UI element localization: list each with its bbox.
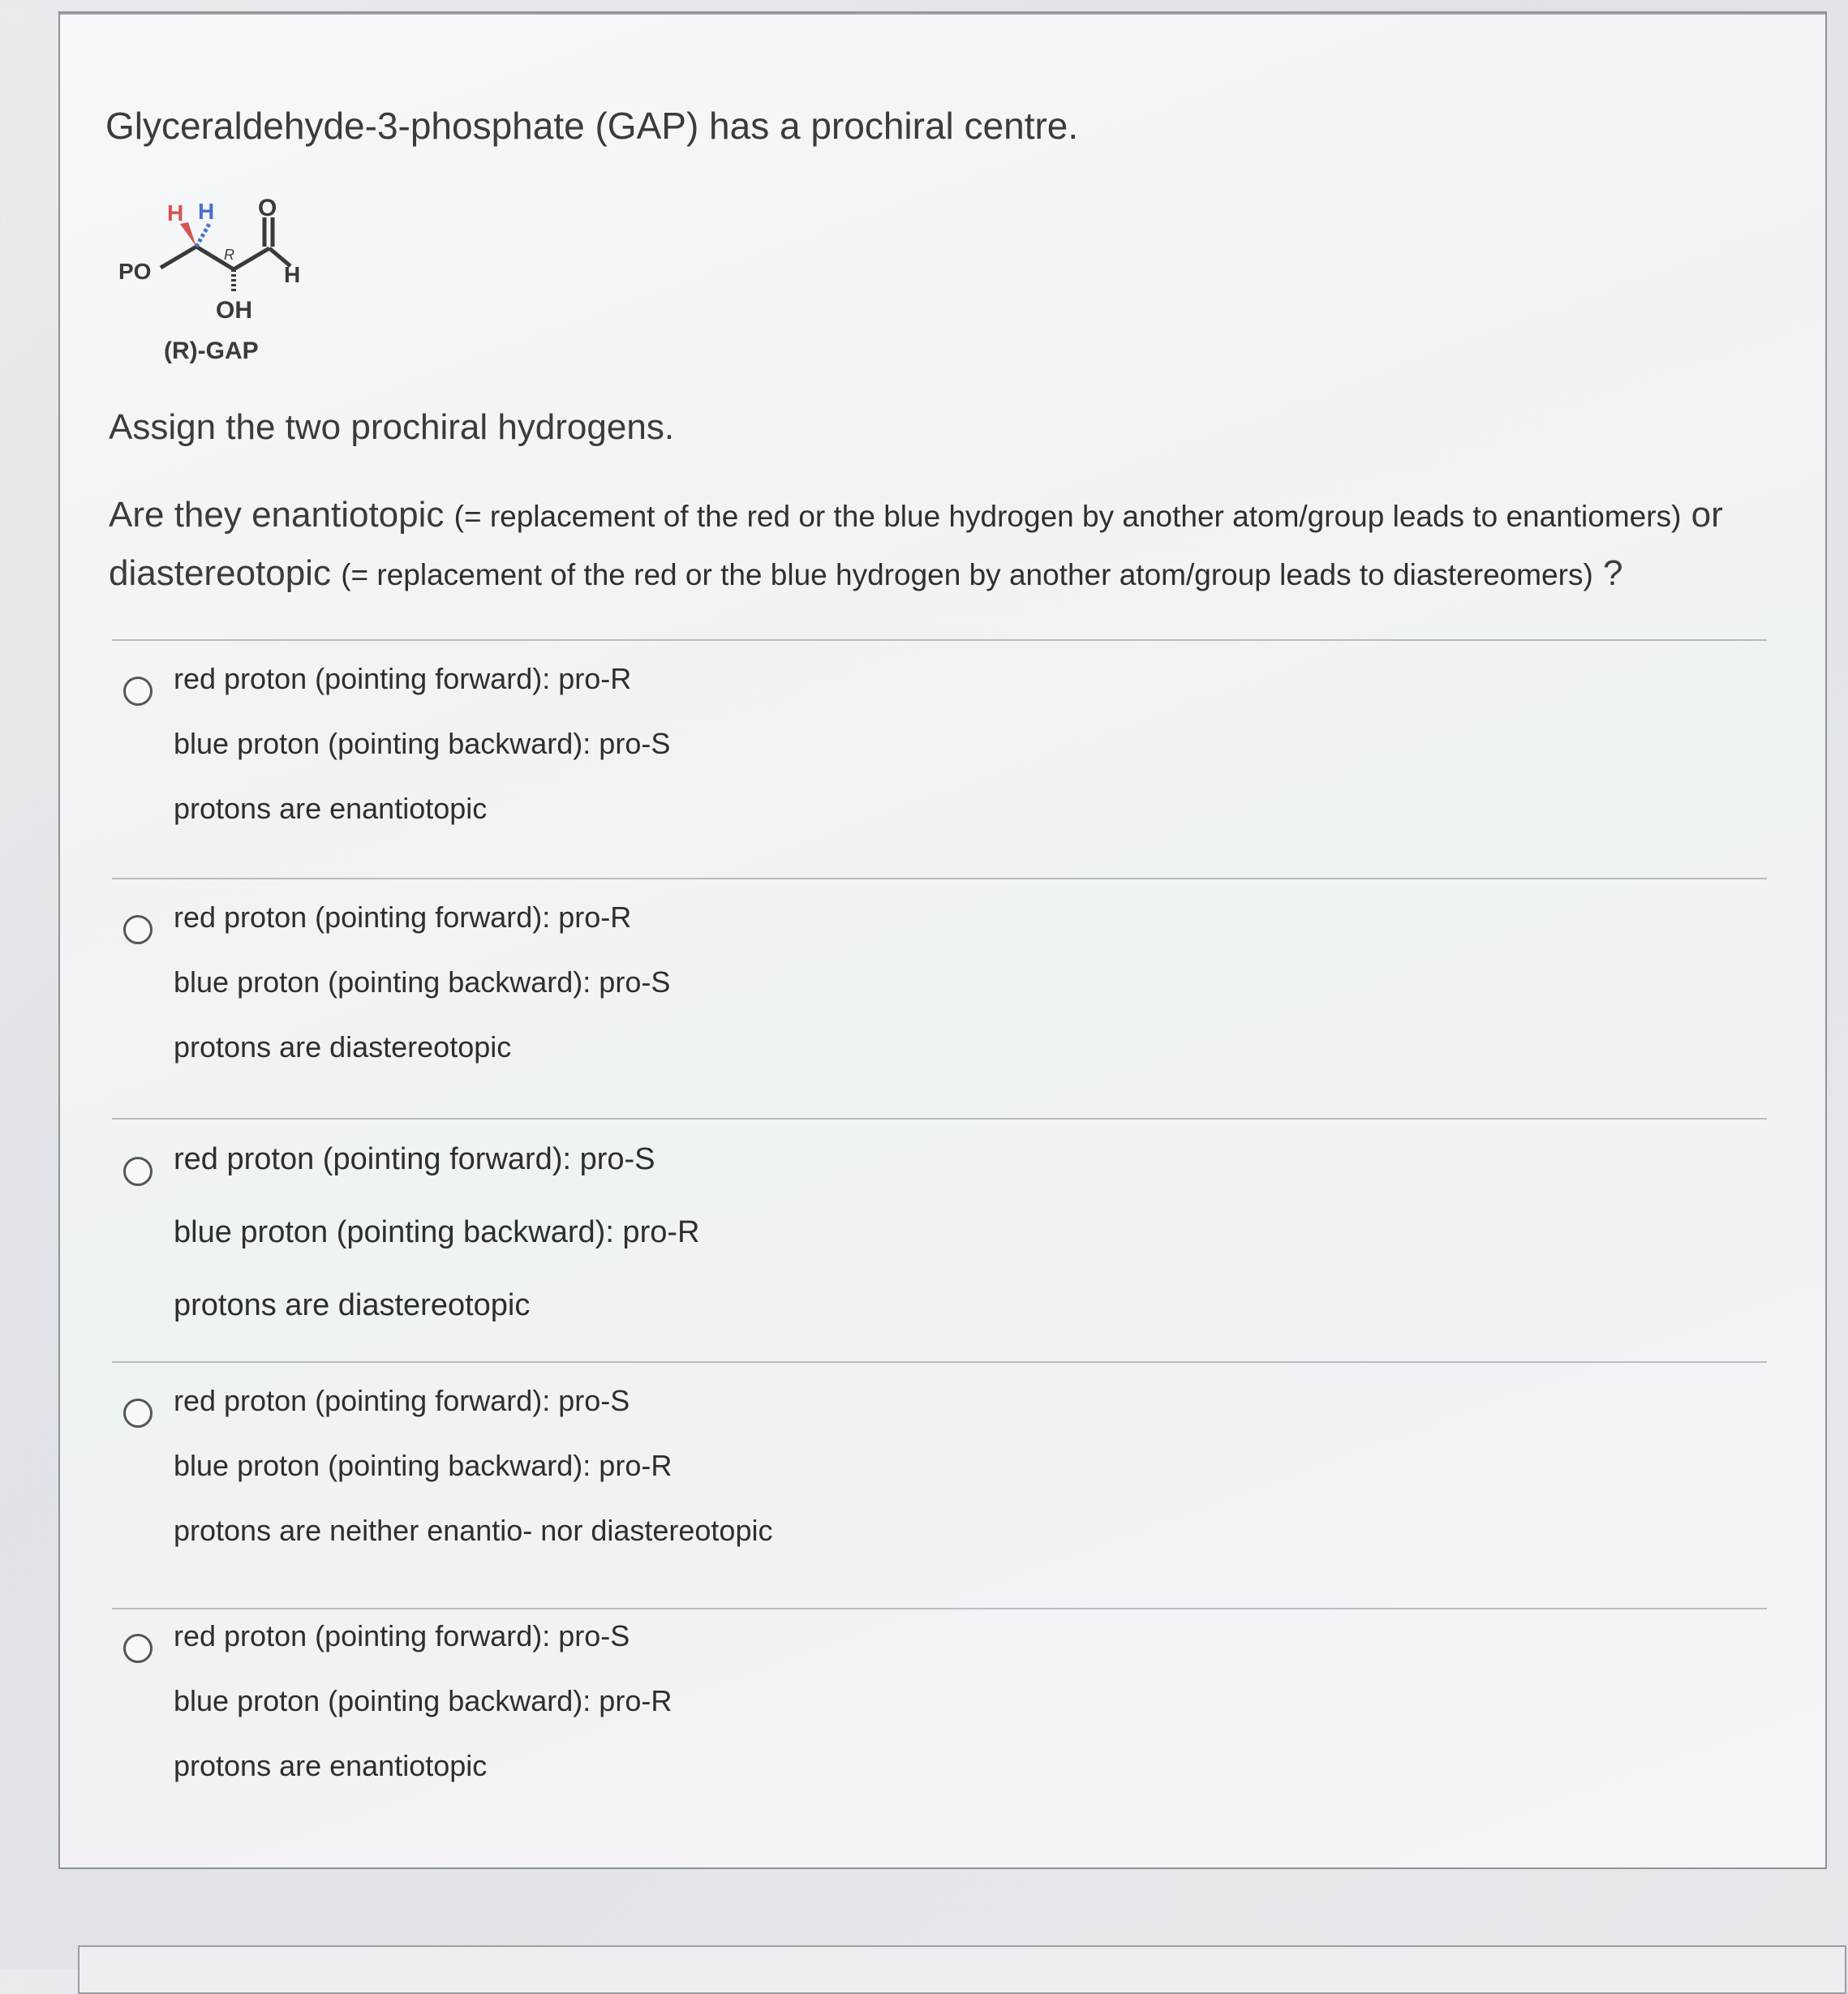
prompt-or: or bbox=[1691, 495, 1723, 535]
blue-hydrogen-label: H bbox=[198, 199, 215, 224]
prompt-enantiotopic-definition: (= replacement of the red or the blue hydrogen by another atom/group leads to enantiomers) bbox=[453, 500, 1682, 533]
question-title: Glyceraldehyde-3-phosphate (GAP) has a prochiral centre. bbox=[105, 105, 1079, 147]
radio-button[interactable] bbox=[123, 677, 153, 706]
next-question-card bbox=[78, 1945, 1846, 1994]
option-line-relation: protons are diastereotopic bbox=[174, 1288, 531, 1322]
radio-button[interactable] bbox=[123, 1399, 153, 1428]
card-top-border bbox=[60, 13, 1825, 15]
option-line-blue: blue proton (pointing backward): pro-S bbox=[174, 965, 671, 999]
option-line-red: red proton (pointing forward): pro-S bbox=[174, 1619, 630, 1652]
bond-po-c3 bbox=[161, 247, 196, 268]
prompt-question-mark: ? bbox=[1603, 553, 1623, 593]
red-wedge-bond bbox=[180, 222, 196, 247]
blue-hashed-bond bbox=[196, 224, 209, 247]
question-prompt bbox=[109, 487, 1820, 604]
stereo-label: R bbox=[224, 247, 234, 263]
answer-option-2[interactable] bbox=[109, 900, 1650, 1103]
option-line-red: red proton (pointing forward): pro-S bbox=[174, 1384, 630, 1417]
option-line-blue: blue proton (pointing backward): pro-R bbox=[174, 1215, 700, 1249]
option-line-red: red proton (pointing forward): pro-R bbox=[174, 662, 632, 695]
assign-instruction: Assign the two prochiral hydrogens. bbox=[109, 407, 675, 447]
option-line-relation: protons are enantiotopic bbox=[174, 792, 488, 825]
answer-option-4[interactable] bbox=[109, 1384, 1650, 1587]
option-line-blue: blue proton (pointing backward): pro-S bbox=[174, 727, 671, 760]
option-line-relation: protons are neither enantio- nor diastereotopic bbox=[174, 1514, 773, 1547]
divider bbox=[112, 639, 1767, 641]
option-line-relation: protons are diastereotopic bbox=[174, 1030, 512, 1064]
question-card bbox=[58, 11, 1827, 1869]
option-line-relation: protons are enantiotopic bbox=[174, 1749, 488, 1782]
gap-molecule-structure bbox=[102, 183, 313, 370]
divider bbox=[112, 1118, 1767, 1119]
radio-button[interactable] bbox=[123, 1157, 153, 1186]
radio-button[interactable] bbox=[123, 1634, 153, 1663]
divider bbox=[112, 1361, 1767, 1363]
option-line-red: red proton (pointing forward): pro-S bbox=[174, 1142, 655, 1176]
molecule-name: (R)-GAP bbox=[164, 337, 259, 364]
prompt-enantiotopic: Are they enantiotopic bbox=[109, 495, 445, 535]
red-hydrogen-label: H bbox=[167, 200, 184, 226]
divider bbox=[112, 878, 1767, 879]
answer-option-1[interactable] bbox=[109, 662, 1650, 865]
oxygen-label: O bbox=[258, 195, 277, 221]
bond-c2-c1 bbox=[234, 248, 269, 269]
option-line-blue: blue proton (pointing backward): pro-R bbox=[174, 1684, 673, 1717]
aldehyde-hydrogen-label: H bbox=[284, 262, 301, 287]
answer-option-3[interactable] bbox=[109, 1142, 1650, 1345]
prompt-diastereotopic: diastereotopic bbox=[109, 553, 331, 593]
prompt-diastereotopic-definition: (= replacement of the red or the blue hydrogen by another atom/group leads to diastereomers) bbox=[341, 558, 1593, 591]
option-line-red: red proton (pointing forward): pro-R bbox=[174, 900, 632, 934]
po-label: PO bbox=[118, 259, 152, 284]
answer-option-5[interactable] bbox=[109, 1619, 1650, 1822]
divider bbox=[112, 1608, 1767, 1609]
oh-label: OH bbox=[216, 297, 252, 324]
option-line-blue: blue proton (pointing backward): pro-R bbox=[174, 1449, 673, 1482]
radio-button[interactable] bbox=[123, 915, 153, 944]
